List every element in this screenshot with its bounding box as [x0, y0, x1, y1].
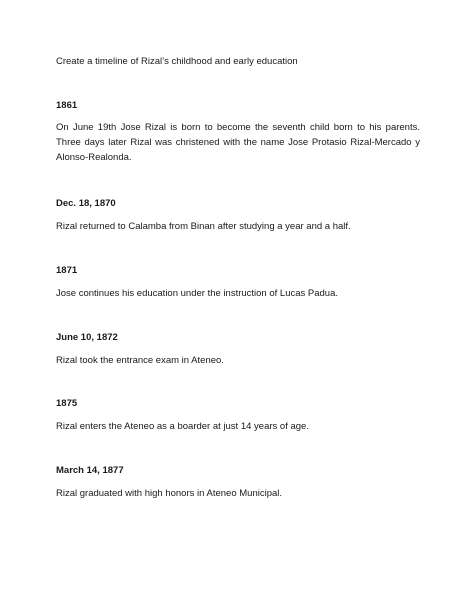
timeline-date-1861: 1861 — [56, 100, 78, 111]
timeline-date-1871: 1871 — [56, 265, 78, 276]
timeline-text-march-1877: Rizal graduated with high honors in Ateneo Municipal. — [56, 488, 283, 499]
timeline-date-march-1877: March 14, 1877 — [56, 465, 124, 476]
timeline-date-dec-1870: Dec. 18, 1870 — [56, 198, 116, 209]
timeline-text-dec-1870: Rizal returned to Calamba from Binan after studying a year and a half. — [56, 221, 351, 232]
timeline-text-1871: Jose continues his education under the instruction of Lucas Padua. — [56, 288, 339, 299]
document-title: Create a timeline of Rizal’s childhood and early education — [56, 56, 298, 67]
timeline-date-1875: 1875 — [56, 398, 78, 409]
timeline-date-june-1872: June 10, 1872 — [56, 332, 118, 343]
timeline-text-1861: On June 19th Jose Rizal is born to become the seventh child born to his parents. Three days later Rizal was christened with the name Jose Protasio Rizal-Mercado y Alonso-Realonda. — [56, 122, 420, 163]
timeline-text-1875: Rizal enters the Ateneo as a boarder at just 14 years of age. — [56, 421, 309, 432]
timeline-text-june-1872: Rizal took the entrance exam in Ateneo. — [56, 355, 224, 366]
